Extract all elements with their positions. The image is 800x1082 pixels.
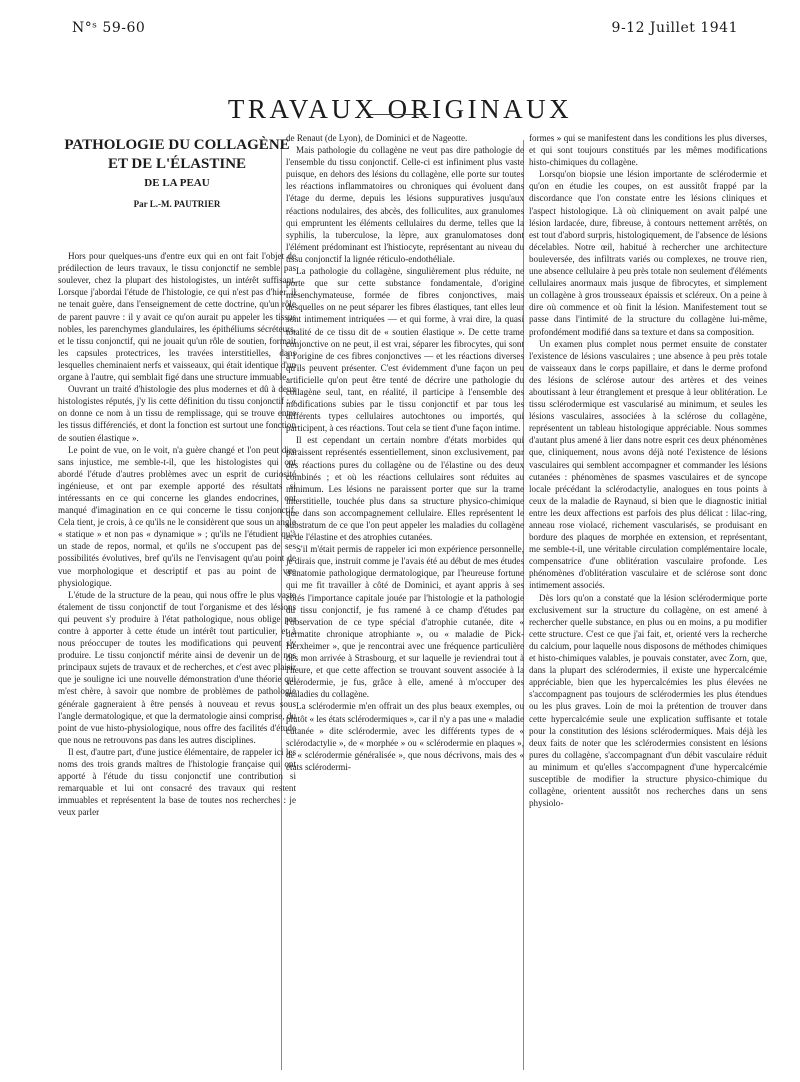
section-title: TRAVAUX ORIGINAUX <box>227 94 573 125</box>
paragraph: Ouvrant un traité d'histologie des plus modernes et dû à deux histologistes réputés, j'y lis cette définition du tissu conjonctif : « on donne ce nom à un tissu de remplissage, qui se trouve entre les tissus différenciés, et dont la fonction est surtout une fonction de soutien élastique ». <box>58 384 296 443</box>
paragraph: La pathologie du collagène, singulièrement plus réduite, ne porte que sur cette substance fondamentale, d'origine mésenchymateuse, formée de fibres conjonctives, mais desquelles on ne peut séparer les fibres élastiques, tant elles leur sont intimement intriquées — et qui forme, à vrai dire, la quasi totalité de ce tissu dit de « soutien élastique ». De cette trame conjonctive on ne peut, il est vrai, séparer les fibrocytes, qui sont à l'origine de ces fibres conjonctives — et les réactions diverses qu'ils peuvent présenter. C'est évidemment d'une façon un peu artificielle qu'on peut être tenté de décrire une pathologie du collagène seul, tant, en réalité, il participe à l'ensemble des modifications subies par le tissu conjonctif et par tous les différents types cellulaires autochtones ou importés, qui participent, à ces réactions. Tout cela se tient d'une façon intime. <box>286 266 524 434</box>
article-title-line-3: DE LA PEAU <box>144 177 210 189</box>
article-title <box>58 136 296 192</box>
paragraph: de Renaut (de Lyon), de Dominici et de Nageotte. <box>286 133 468 143</box>
column-2 <box>286 132 524 773</box>
issue-number: N°ˢ 59-60 <box>72 20 146 36</box>
paragraph: Il est, d'autre part, d'une justice élémentaire, de rappeler ici les noms des trois grands maîtres de l'histologie française qui ont apporté à l'étude du tissu conjonctif une contribution si remarquable et lui ont consacré des travaux qui restent immuables et représentent la base de toutes nos recherches : je veux parler <box>58 746 296 818</box>
paragraph: Mais pathologie du collagène ne veut pas dire pathologie de l'ensemble du tissu conjonctif. Celle-ci est infiniment plus vaste puisque, en dehors des lésions du collagène, elle porte sur toutes les réactions inflammatoires ou chroniques qui évoluent dans l'étage du derme, depuis les lésions suppuratives jusqu'aux réactions nodulaires, des abcès, des folliculites, aux granulomes qui empruntent les éléments cellulaires du derme, telles que la syphilis, la tuberculose, la lèpre, aux granulomatoses dont l'élément prédominant est l'histiocyte, représentant au niveau du tissu conjonctif la lignée réticulo-endothéliale. <box>286 145 524 264</box>
paragraph: Lorsqu'on biopsie une lésion importante de sclérodermie et qu'on en étudie les coupes, on est aussitôt frappé par la discordance que l'on constate entre les lésions cliniques et l'aspect histologique. Là où cliniquement on avait palpé une lésion lardacée, dure, fibreuse, à contours nettement arrêtés, on est tout d'abord surpris, histologiquement, de l'absence de lésions décelables. Notre œil, habitué à rechercher une architecture bouleversée, des infiltrats variés ou complexes, ne trouve rien, une absence cellulaire à peu près totale non seulement d'éléments cellulaires anormaux mais jusque de fibrocytes, et simplement un collagène à gros trousseaux épaissis et scléreux. On a peine à dire où commence et où finit la lésion. Manifestement tout se passe dans l'intimité de la structure du collagène lui-même, profondément modifié dans sa texture et dans sa composition. <box>529 169 767 337</box>
column-3 <box>529 132 767 809</box>
paragraph: Un examen plus complet nous permet ensuite de constater l'existence de lésions vasculaires ; une absence à peu près totale de vaisseaux dans le corps papillaire, et dans le derme profond des lésions de sclérose autour des artères et des veines aboutissant à leur étranglement et presque à leur oblitération. Le tissu sclérodermique est vascularisé au minimum, et seules les lésions vasculaires, associées à la sclérose du collagène, représentent un tableau histologique appréciable. Nous sommes d'autant plus amené à lier dans notre esprit ces deux phénomènes que, cliniquement, nous avons déjà noté l'existence de lésions vasculaires qui semblent accompagner et commander les lésions cutanées : phénomènes de spasmes vasculaires et de syncope locale précédant la sclérodactylie, analogues en tous points à ceux de la maladie de Raynaud, si bien que le diagnostic initial entre les deux affections est parfois des plus délicat : lilac-ring, anneau rose violacé, richement vascularisés, se produisant en bordure des plaques de morphée en extension, et représentant, me semble-t-il, une véritable circulation complémentaire locale, compensatrice d'une oblitération vasculaire profonde. Les phénomènes d'oblitération vasculaire et de sclérose sont donc intimement associés. <box>529 338 767 591</box>
paragraph: L'étude de la structure de la peau, qui nous offre le plus vaste étalement de tissu conjonctif de tout l'organisme et des lésions qui peuvent s'y produire à l'état pathologique, nous oblige par contre à apporter à cette étude un intérêt tout particulier, et à nous préoccuper de toutes les modifications qui peuvent s'y produire. Le tissu conjonctif mérite ainsi de devenir un de nos principaux sujets de travaux et de recherches, et c'est avec plaisir que je souligne ici une nouvelle démonstration d'une théorie qui m'est chère, à savoir que nombre de problèmes de pathologie générale gagneraient à être pensés à nouveau et revus sous l'angle dermatologique, et que la dermatologie ainsi comprise, du point de vue histo-physiologique, nous offre des facilités d'étude que nous ne retrouvons pas dans les autres disciplines. <box>58 589 296 745</box>
paragraph: S'il m'était permis de rappeler ici mon expérience personnelle, je dirais que, instruit comme je l'avais été au début de mes études d'anatomie pathologique dermatologique, par l'heureuse fortune qui me fit travailler à côté de Dominici, et ayant appris à ses côtés l'importance capitale jouée par l'histologie et la pathologie du tissu conjonctif, je fus ramené à ce champ d'études par l'observation de ce type spécial d'atrophie cutanée, dite « dermatite chronique atrophiante », ou « maladie de Pick-Herxheimer », que je rencontrai avec une fréquence particulière dès mon arrivée à Strasbourg, et sur laquelle je reviendrai tout à l'heure, et que cette affection se trouvant souvent associée à la sclérodermie, je fus, grâce à elle, amené à m'occuper des maladies du collagène. <box>286 544 524 700</box>
article-title-line-2: ET DE L'ÉLASTINE <box>107 156 247 172</box>
byline: Par L.-M. PAUTRIER <box>133 199 221 209</box>
paragraph: La sclérodermie m'en offrait un des plus beaux exemples, ou plutôt « les états sclérodermiques », car il n'y a pas une « maladie cutanée » dite sclérodermie, avec les différents types de « sclérodactylie », de « morphée » ou « sclérodermie en plaques », de « sclérodermie généralisée », que nous décrivons, mais des « états sclérodermi- <box>286 701 525 772</box>
paragraph: formes » qui se manifestent dans les conditions les plus diverses, et qui sont toujours constitués par les mêmes modifications histo-chimiques du collagène. <box>529 133 767 168</box>
column-1 <box>58 133 296 819</box>
paragraph: Hors pour quelques-uns d'entre eux qui en ont fait l'objet de prédilection de leurs travaux, le tissu conjonctif ne semble pas soulever, chez la plupart des histologistes, un intérêt suffisant. Lorsque j'abordai l'étude de l'histologie, ce qui n'est pas d'hier, il ne tenait guère, dans l'enseignement de cette doctrine, qu'un rôle de parent pauvre : il y avait ce qu'on aurait pu appeler les tissus nobles, les parenchymes glandulaires, les épithéliums sécréteurs, et le tissu conjonctif, qui ne jouait qu'un rôle de soutien, formait les capsules protectrices, les travées interstitielles, dans lesquelles cheminaient nerfs et vaisseaux, qui était identique d'un organe à l'autre, qui semblait figé dans une structure immuable. <box>58 251 296 383</box>
paragraph: Le point de vue, on le voit, n'a guère changé et l'on peut dire sans injustice, me semble-t-il, que les histologistes qui ont abordé l'étude d'autres problèmes avec un esprit de curiosité ingénieuse, et ont par exemple apporté des résultats si intéressants en ce qui concerne les glandes endocrines, ont manqué d'imagination en ce qui concerne le tissu conjonctif. Cela tient, je crois, à ce qu'ils ne le considèrent que sous un angle « statique » et non pas « dynamique » ; qu'ils ne l'étudient qu'à un stade de repos, normal, et qu'ils ne s'occupent pas de ses possibilités évolutives, bref qu'ils ne l'envisagent qu'au point de vue morphologique et descriptif et pas au point de vue physiologique. <box>58 444 296 588</box>
issue-date: 9-12 Juillet 1941 <box>611 20 738 36</box>
paragraph: Il est cependant un certain nombre d'états morbides qui paraissent représentés essentiellement, sinon exclusivement, par des réactions pures du collagène ou de l'élastine ou des deux combinés ; et où les réactions cellulaires sont réduites au minimum. Les lésions ne paraissent porter que sur la trame interstitielle, touchée plus dans sa structure physico-chimique que dans son accompagnement cellulaire. Elles représentent le substratum de ce que l'on peut appeler les maladies du collagène et de l'élastine et des atrophies cutanées. <box>286 435 524 543</box>
paragraph: Dès lors qu'on a constaté que la lésion sclérodermique porte exclusivement sur la structure du collagène, on est amené à rechercher quelle substance, en plus ou en moins, a pu modifier cette structure. C'est ce que j'ai fait, et, orienté vers la recherche du calcium, pour laquelle nous disposons de méthodes chimiques et histo-chimiques valables, je pouvais constater, avec Zorn, que, dans la plupart des sclérodermies, il existe une hypercalcémie appréciable, bien que les hypercalcémies les plus élevées ne s'accompagnent pas toujours de sclérodermies les plus étendues ou les plus graves. Loin de moi la prétention de trouver dans cette hypercalcémie seule une explication suffisante et totale pour la constitution des lésions sclérodermiques. Mais déjà les deux faits de noter que les sclérodermies consistent en lésions pures du collagène, s'accompagnant d'un débit vasculaire réduit au minimum et qu'elles s'accompagnent d'une hypercalcémie susceptible de modifier la structure physico-chimique du collagène, orientent aussitôt nos recherches dans un sens physiolo- <box>529 592 767 809</box>
article-title-line-1: PATHOLOGIE DU COLLAGÈNE <box>64 137 290 153</box>
title-rule <box>369 114 431 115</box>
